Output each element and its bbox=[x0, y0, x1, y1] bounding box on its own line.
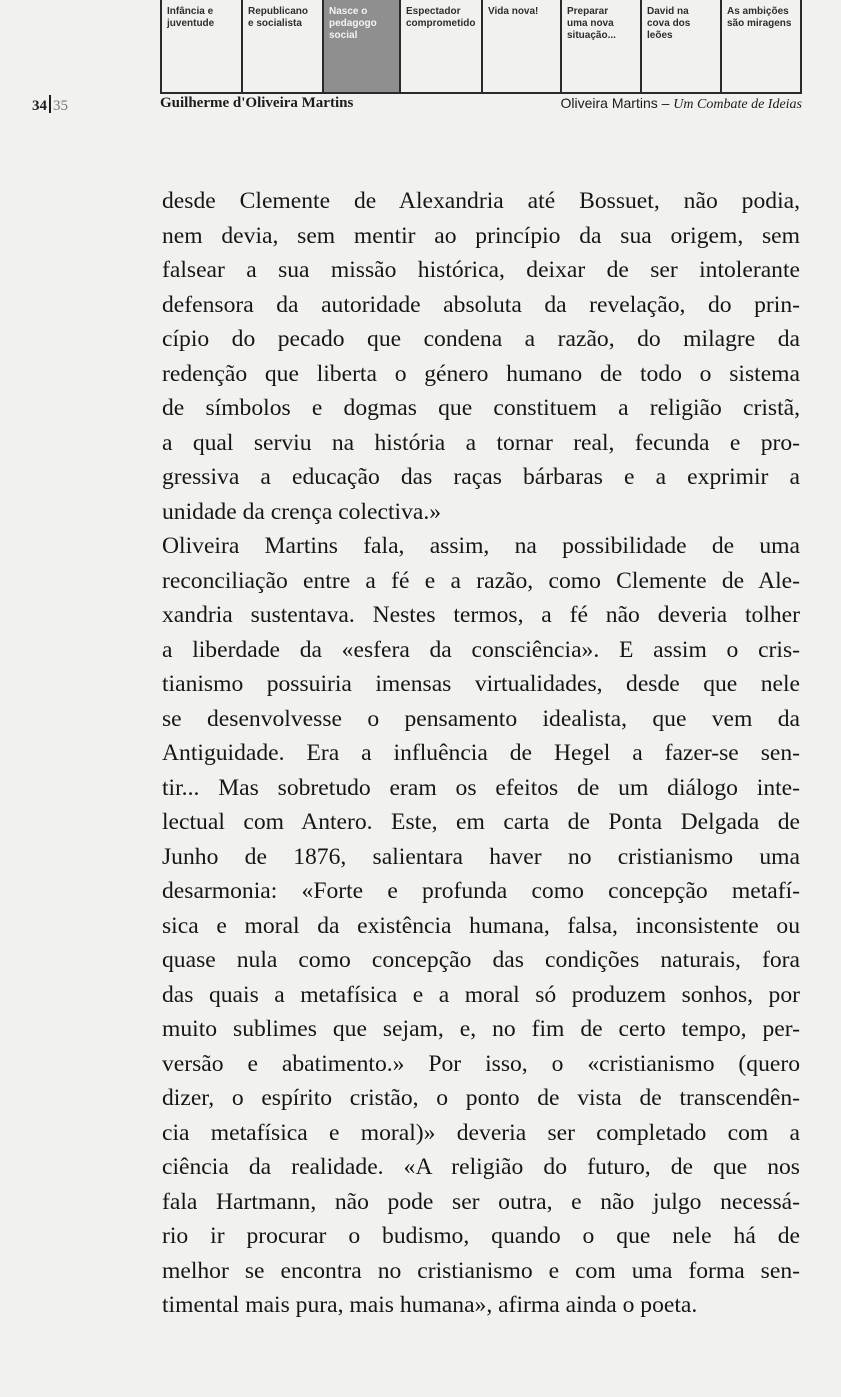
tab-david-na-cova-dos-leoes[interactable]: David na cova dos leões bbox=[642, 0, 722, 92]
text-line: de símbolos e dogmas que constituem a religião cristã, bbox=[162, 395, 800, 421]
text-line: quase nula como concepção das condições naturais, fora bbox=[162, 947, 800, 973]
text-line: cia metafísica e moral)» deveria ser completado com a bbox=[162, 1119, 800, 1146]
text-line: redenção que liberta o género humano de todo o sistema bbox=[162, 360, 800, 387]
text-line: reconciliação entre a fé e a razão, como Clemente de Ale- bbox=[162, 567, 800, 594]
text-line: melhor se encontra no cristianismo e com uma forma sen- bbox=[162, 1257, 800, 1284]
text-line: Oliveira Martins fala, assim, na possibilidade de uma bbox=[162, 533, 800, 559]
text-line: sica e moral da existência humana, falsa, inconsistente ou bbox=[162, 912, 800, 939]
text-line: tianismo possuiria imensas virtualidades, desde que nele bbox=[162, 671, 800, 697]
text-line: dizer, o espírito cristão, o ponto de vista de transcendên- bbox=[162, 1085, 800, 1111]
text-line: nem devia, sem mentir ao princípio da sua origem, sem bbox=[162, 222, 800, 249]
body-text bbox=[162, 184, 800, 1323]
chapter-tabs bbox=[160, 0, 802, 94]
text-line: desde Clemente de Alexandria até Bossuet, não podia, bbox=[162, 188, 800, 214]
text-line: tir... Mas sobretudo eram os efeitos de um diálogo inte- bbox=[162, 774, 800, 801]
tab-vida-nova[interactable]: Vida nova! bbox=[483, 0, 562, 92]
book-title-italic: Um Combate de Ideias bbox=[673, 97, 802, 112]
book-title-prefix: Oliveira Martins – bbox=[560, 95, 674, 111]
text-line: fala Hartmann, não pode ser outra, e não julgo necessá- bbox=[162, 1188, 800, 1215]
text-line: desarmonia: «Forte e profunda como concepção metafí- bbox=[162, 878, 800, 904]
text-line: falsear a sua missão histórica, deixar de ser intolerante bbox=[162, 257, 800, 283]
page-numbers bbox=[32, 95, 68, 115]
text-line: Antiguidade. Era a influência de Hegel a fazer-se sen- bbox=[162, 740, 800, 766]
text-line: das quais a metafísica e a moral só produzem sonhos, por bbox=[162, 981, 800, 1008]
running-header bbox=[0, 93, 841, 119]
text-line: se desenvolvesse o pensamento idealista, que vem da bbox=[162, 705, 800, 732]
author-name: Guilherme d'Oliveira Martins bbox=[160, 95, 354, 111]
page-number-right: 35 bbox=[53, 98, 68, 114]
page-number-divider bbox=[49, 95, 51, 113]
text-line: muito sublimes que sejam, e, no fim de certo tempo, per- bbox=[162, 1016, 800, 1042]
text-line: gressiva a educação das raças bárbaras e a exprimir a bbox=[162, 464, 800, 490]
page-number-left: 34 bbox=[32, 98, 47, 114]
text-line: rio ir procurar o budismo, quando o que nele há de bbox=[162, 1223, 800, 1249]
tab-preparar-uma-nova-situacao[interactable]: Preparar uma nova situação... bbox=[562, 0, 642, 92]
text-line: defensora da autoridade absoluta da revelação, do prin- bbox=[162, 291, 800, 318]
text-line: cípio do pecado que condena a razão, do milagre da bbox=[162, 326, 800, 352]
text-line: Junho de 1876, salientara haver no cristianismo uma bbox=[162, 843, 800, 870]
text-line: xandria sustentava. Nestes termos, a fé não deveria tolher bbox=[162, 602, 800, 628]
text-line: versão e abatimento.» Por isso, o «cristianismo (quero bbox=[162, 1050, 800, 1077]
text-line: timental mais pura, mais humana», afirma ainda o poeta. bbox=[162, 1292, 698, 1318]
text-line: lectual com Antero. Este, em carta de Ponta Delgada de bbox=[162, 809, 800, 835]
tab-as-ambicoes-sao-miragens[interactable]: As ambições são miragens bbox=[722, 0, 802, 92]
text-line: a liberdade da «esfera da consciência». E assim o cris- bbox=[162, 636, 800, 663]
tab-republicano-e-socialista[interactable]: Republicano e socialista bbox=[243, 0, 324, 92]
book-title bbox=[560, 95, 802, 113]
text-line: unidade da crença colectiva.» bbox=[162, 498, 442, 525]
text-line: a qual serviu na história a tornar real, fecunda e pro- bbox=[162, 429, 800, 456]
tab-espectador-comprometido[interactable]: Espectador comprometido bbox=[401, 0, 483, 92]
text-line: ciência da realidade. «A religião do futuro, de que nos bbox=[162, 1154, 800, 1180]
tab-nasce-o-pedagogo-social[interactable]: Nasce o pedagogo social bbox=[324, 0, 401, 92]
tab-infancia-e-juventude[interactable]: Infância e juventude bbox=[160, 0, 243, 92]
